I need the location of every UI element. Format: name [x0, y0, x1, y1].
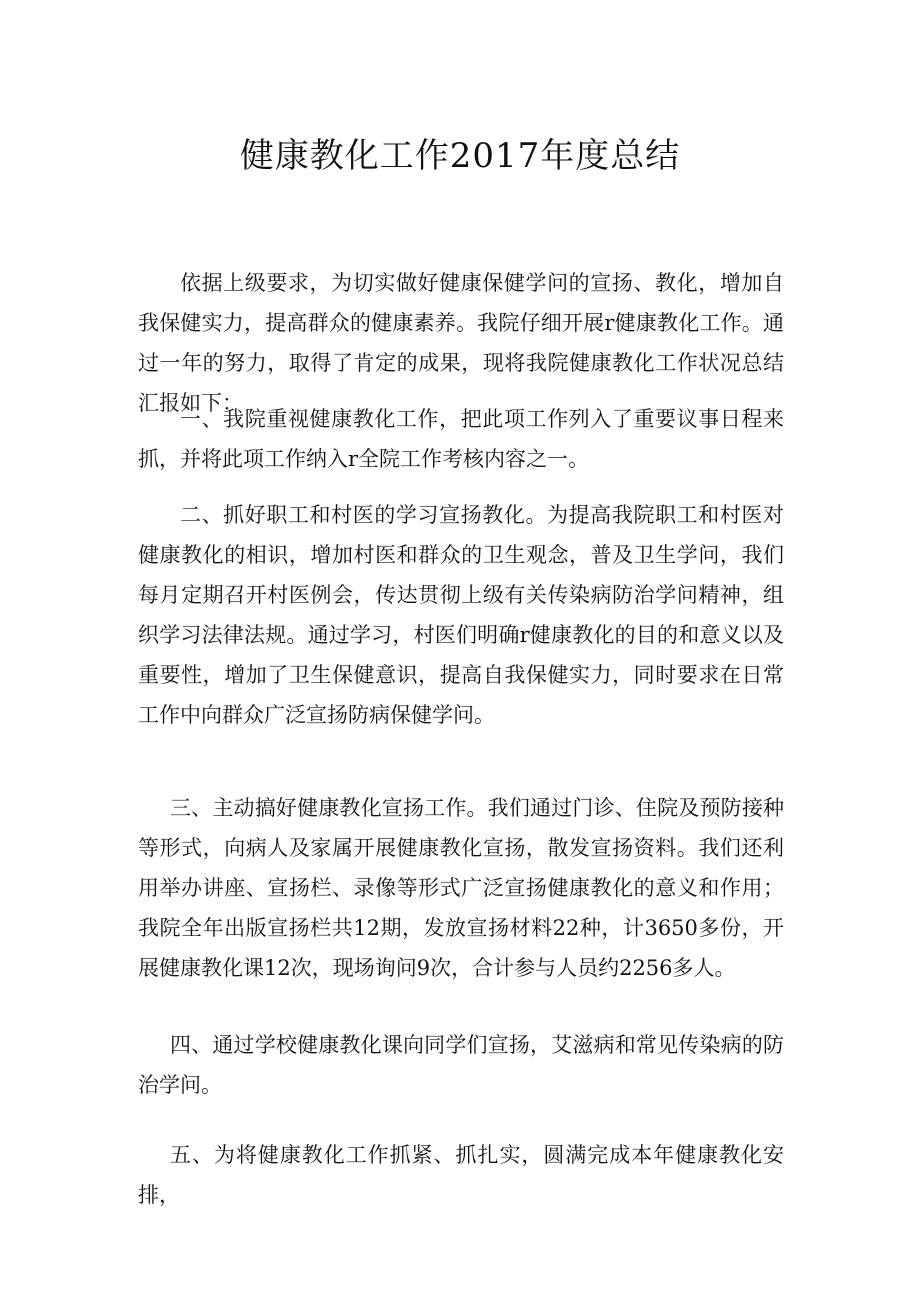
- document-title: 健康教化工作2017年度总结: [239, 136, 681, 176]
- section-3-paragraph: 三、主动搞好健康教化宣扬工作。我们通过门诊、住院及预防接种等形式，向病人及家属开展健康教化宣扬，散发宣扬资料。我们还利用举办讲座、宣扬栏、录像等形式广泛宣扬健康教化的意义和作用；我院全年出版宣扬栏共12期，发放宣扬材料22种，计3650多份，开展健康教化课12次，现场询问9次，合计参与人员约2256多人。: [138, 796, 784, 980]
- section-1-paragraph: 一、我院重视健康教化工作，把此项工作列入了重要议事日程来抓，并将此项工作纳入r全院工作考核内容之一。: [138, 407, 784, 471]
- section-5-paragraph: 五、为将健康教化工作抓紧、抓扎实，圆满完成本年健康教化安排，: [138, 1143, 784, 1207]
- section-4-paragraph: 四、通过学校健康教化课向同学们宣扬，艾滋病和常见传染病的防治学问。: [138, 1033, 784, 1097]
- intro-paragraph: 依据上级要求，为切实做好健康保健学问的宣扬、教化，增加自我保健实力，提高群众的健康素养。我院仔细开展r健康教化工作。通过一年的努力，取得了肯定的成果，现将我院健康教化工作状况总结汇报如下：: [138, 271, 784, 415]
- section-2-paragraph: 二、抓好职工和村医的学习宣扬教化。为提高我院职工和村医对健康教化的相识，增加村医和群众的卫生观念，普及卫生学问，我们每月定期召开村医例会，传达贯彻上级有关传染病防治学问精神，组织学习法律法规。通过学习，村医们明确r健康教化的目的和意义以及重要性，增加了卫生保健意识，提高自我保健实力，同时要求在日常工作中向群众广泛宣扬防病保健学问。: [138, 503, 784, 727]
